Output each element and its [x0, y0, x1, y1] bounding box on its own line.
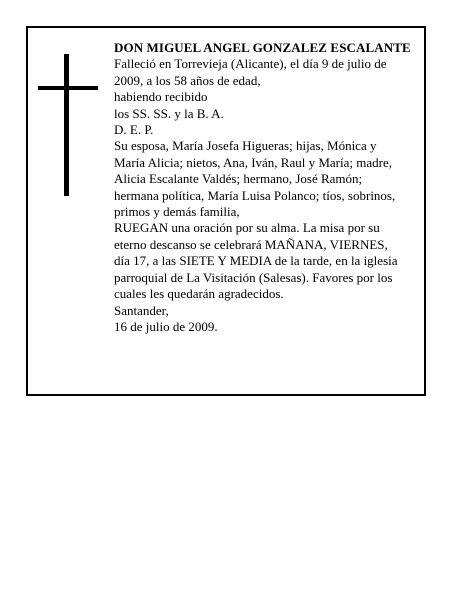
text-line: parroquial de La Visitación (Salesas). Favores por los [114, 269, 393, 285]
text-line: Su esposa, María Josefa Higueras; hijas, Mónica y [114, 138, 377, 154]
text-line: 2009, a los 58 años de edad, [114, 72, 261, 88]
text-line: D. E. P. [114, 122, 154, 138]
cross-icon-bar [38, 86, 98, 90]
cross-icon [64, 54, 69, 196]
text-line: hermana política, María Luisa Polanco; tíos, sobrinos, [114, 187, 396, 203]
text-line: RUEGAN una oración por su alma. La misa por su [114, 220, 380, 236]
text-line: María Alicia; nietos, Ana, Iván, Raul y María; madre, [114, 154, 392, 170]
text-line: cuales les quedarán agradecidos. [114, 286, 284, 302]
text-line: Falleció en Torrevieja (Alicante), el día 9 de julio de [114, 56, 387, 72]
text-line: los SS. SS. y la B. A. [114, 105, 224, 121]
text-line: 16 de julio de 2009. [114, 318, 218, 334]
text-line: primos y demás familia, [114, 204, 240, 220]
text-line: eterno descanso se celebrará MAÑANA, VIERNES, [114, 236, 388, 252]
deceased-name: DON MIGUEL ANGEL GONZALEZ ESCALANTE [114, 40, 411, 55]
text-line: Alicia Escalante Valdés; hermano, José Ramón; [114, 171, 363, 187]
text-line: día 17, a las SIETE Y MEDIA de la tarde, en la iglesia [114, 253, 398, 269]
text-line: habiendo recibido [114, 89, 208, 105]
text-line: Santander, [114, 302, 169, 318]
obituary-text [114, 40, 426, 335]
